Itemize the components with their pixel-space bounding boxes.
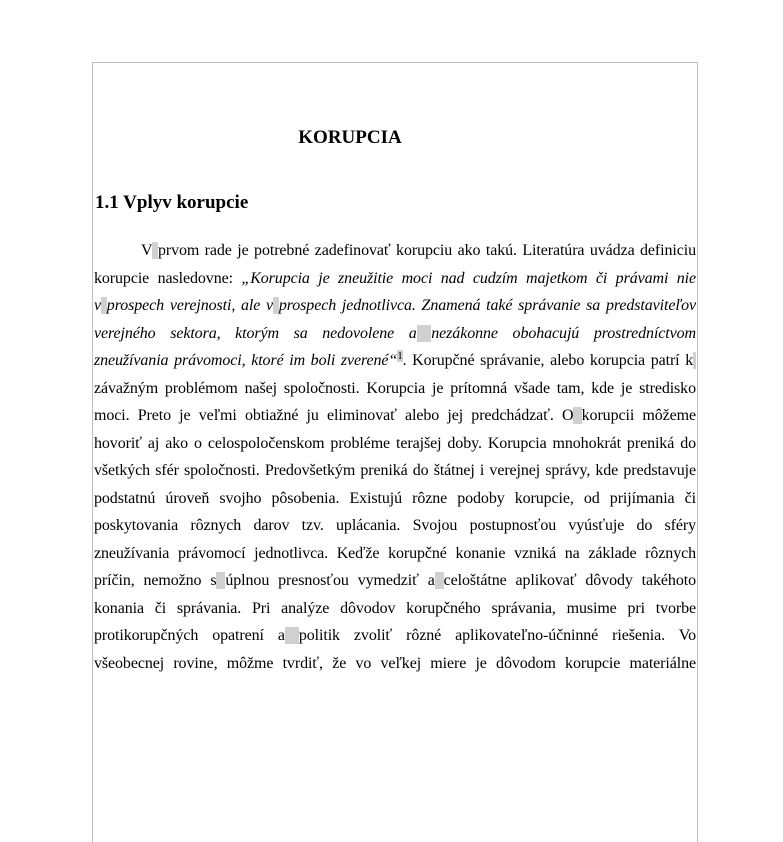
nonbreaking-space-mark	[417, 325, 432, 342]
paragraph-text-run: závažným problémom našej spoločnosti. Korupcia je prítomná všade tam, kde je stredisko	[94, 379, 696, 397]
quote-italic-text-run: v	[94, 297, 102, 314]
paragraph-text-run: všeobecnej rovine, môžme tvrdiť, že vo veľkej miere je dôvodom korupcie materiálne	[94, 654, 696, 672]
page-title[interactable]: KORUPCIA	[298, 127, 402, 148]
paragraph-text-run: V	[141, 242, 153, 259]
nonbreaking-space-mark	[435, 572, 444, 589]
quote-italic-text-run: nezákonne obohacujú prostredníctvom	[431, 324, 697, 342]
quote-italic-text-run: prospech verejnosti, ale v	[106, 297, 274, 314]
paragraph-text-run: príčin, nemožno s	[94, 572, 217, 589]
paragraph-text-run: podstatnú úroveň svojho pôsobenia. Existujú rôzne podoby korupcie, od prijímania či	[94, 489, 696, 507]
paragraph-text-run: všetkých sfér spoločnosti. Predovšetkým preniká do štátnej i verejnej správy, kde predstavuje	[94, 462, 696, 479]
paragraph-text-run: úplnou presnosťou vymedziť a	[225, 572, 435, 589]
quote-italic-text-run: zneužívania právomoci, ktoré im boli zverené“	[94, 352, 398, 369]
paragraph-text-run: moci. Preto je veľmi obtiažné ju eliminovať alebo jej predchádzať. O	[94, 407, 574, 424]
body-paragraph[interactable]	[94, 237, 696, 677]
quote-italic-text-run: prospech jednotlivca. Znamená také správanie sa predstaviteľov	[278, 297, 696, 314]
footnote-reference[interactable]: 1	[397, 349, 403, 362]
paragraph-text-run: politik zvoliť rôzné aplikovateľno-účninné riešenia. Vo	[298, 627, 697, 644]
paragraph-text-run: celoštátne aplikovať dôvody takéhoto	[443, 572, 696, 589]
nonbreaking-space-mark	[573, 407, 581, 424]
document-page[interactable]	[92, 62, 698, 842]
quote-italic-text-run: verejného sektora, ktorým sa nedovolene a	[94, 324, 417, 342]
paragraph-text-run: zneužívania právomocí jednotlivca. Keďže korupčné konanie vzniká na základe rôznych	[94, 544, 696, 562]
paragraph-text-run: korupcie nasledovne:	[94, 269, 242, 287]
paragraph-text-run: korupcii môžeme	[581, 407, 696, 424]
paragraph-text-run: poskytovania rôznych darov tzv. uplácania. Svojou postupnosťou vyúsťuje do sféry	[94, 517, 696, 534]
section-heading[interactable]: 1.1 Vplyv korupcie	[95, 192, 249, 213]
paragraph-text-run: prvom rade je potrebné zadefinovať korupciu ako takú. Literatúra uvádza definiciu	[157, 242, 697, 259]
paragraph-text-run: protikorupčných opatrení a	[94, 627, 285, 644]
nonbreaking-space-mark	[285, 627, 299, 644]
quote-italic-text-run: „Korupcia je zneužitie moci nad cudzím majetkom či právami nie	[241, 269, 696, 287]
nonbreaking-space-mark	[693, 352, 696, 369]
paragraph-text-run: . Korupčné správanie, alebo korupcia patrí k	[402, 352, 694, 369]
paragraph-text-run: konania či správania. Pri analýze dôvodov korupčného správania, musime pri tvorbe	[94, 599, 696, 617]
paragraph-text-run: hovoriť aj ako o celospoločenskom probléme terajšej doby. Korupcia mnohokrát preniká do	[94, 434, 696, 452]
